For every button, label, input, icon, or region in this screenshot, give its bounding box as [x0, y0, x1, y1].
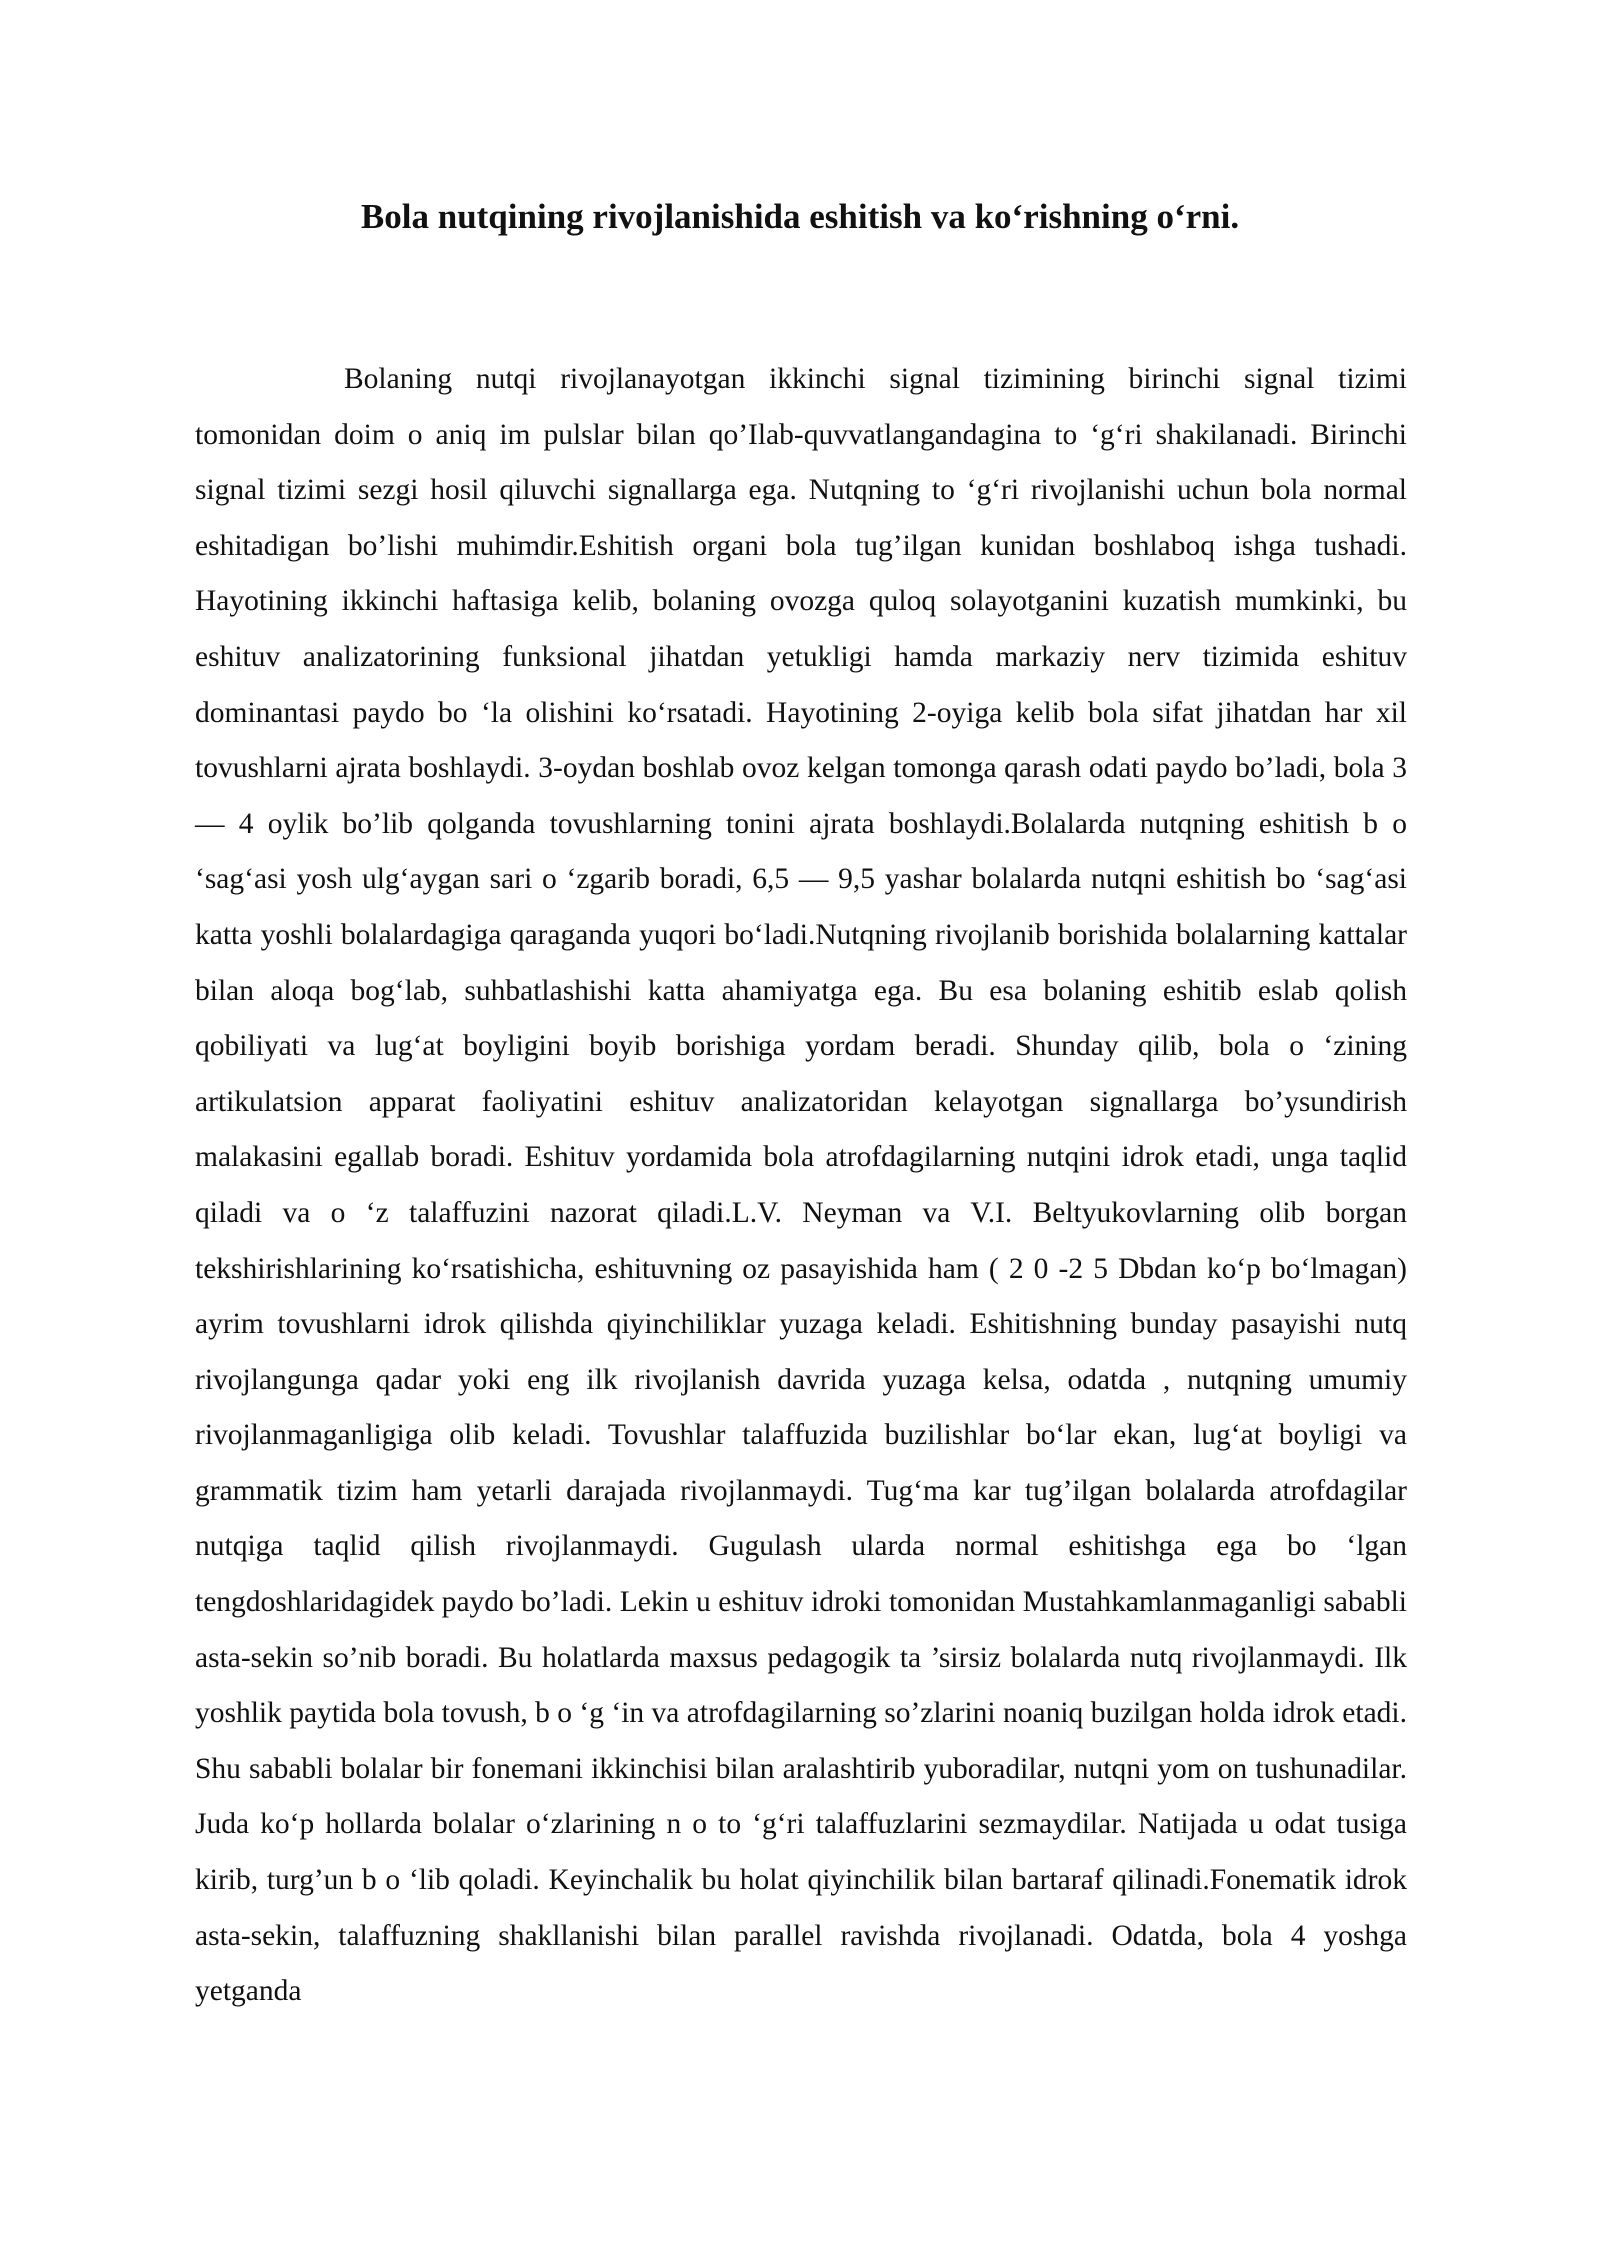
document-title: Bola nutqining rivojlanishida eshitish va ko‘rishning o‘rni.: [360, 197, 1240, 236]
body-paragraph: Bolaning nutqi rivojlanayotgan ikkinchi signal tizimining birinchi signal tizimi tomonidan doim o aniq im pulslar bilan qo’Ilab-quvvatlangandagina to ‘g‘ri shakilanadi. Birinchi signal tizimi sezgi hosil qiluvchi signallarga ega. Nutqning to ‘g‘ri rivojlanishi uchun bola normal eshitadigan bo’lishi muhimdir.Eshitish organi bola tug’ilgan kunidan boshlaboq ishga tushadi. Hayotining ikkinchi haftasiga kelib, bolaning ovozga quloq solayotganini kuzatish mumkinki, bu eshituv analizatorining funksional jihatdan yetukligi hamda markaziy nerv tizimida eshituv dominantasi paydo bo ‘la olishini ko‘rsatadi. Hayotining 2-oyiga kelib bola sifat jihatdan har xil tovushlarni ajrata boshlaydi. 3-oydan boshlab ovoz kelgan tomonga qarash odati paydo bo’ladi, bola 3 — 4 oylik bo’lib qolganda tovushlarning tonini ajrata boshlaydi.Bolalarda nutqning eshitish b o ‘sag‘asi yosh ulg‘aygan sari o ‘zgarib boradi, 6,5 — 9,5 yashar bolalarda nutqni eshitish bo ‘sag‘asi katta yoshli bolalardagiga qaraganda yuqori bo‘ladi.Nutqning rivojlanib borishida bolalarning kattalar bilan aloqa bog‘lab, suhbatlashishi katta ahamiyatga ega. Bu esa bolaning eshitib eslab qolish qobiliyati va lug‘at boyligini boyib borishiga yordam beradi. Shunday qilib, bola o ‘zining artikulatsion apparat faoliyatini eshituv analizatoridan kelayotgan signallarga bo’ysundirish malakasini egallab boradi. Eshituv yordamida bola atrofdagilarning nutqini idrok etadi, unga taqlid qiladi va o ‘z talaffuzini nazorat qiladi.L.V. Neyman va V.I. Beltyukovlarning olib borgan tekshirishlarining ko‘rsatishicha, eshituvning oz pasayishida ham ( 2 0 -2 5 Dbdan ko‘p bo‘lmagan) ayrim tovushlarni idrok qilishda qiyinchiliklar yuzaga keladi. Eshitishning bunday pasayishi nutq rivojlangunga qadar yoki eng ilk rivojlanish davrida yuzaga kelsa, odatda , nutqning umumiy rivojlanmaganligiga olib keladi. Tovushlar talaffuzida buzilishlar bo‘lar ekan, lug‘at boyligi va grammatik tizim ham yetarli darajada rivojlanmaydi. Tug‘ma kar tug’ilgan bolalarda atrofdagilar nutqiga taqlid qilish rivojlanmaydi. Gugulash ularda normal eshitishga ega bo ‘lgan tengdoshlaridagidek paydo bo’ladi. Lekin u eshituv idroki tomonidan Mustahkamlanmaganligi sababli asta-sekin so’nib boradi. Bu holatlarda maxsus pedagogik ta ’sirsiz bolalarda nutq rivojlanmaydi. Ilk yoshlik paytida bola tovush, b o ‘g ‘in va atrofdagilarning so’zlarini noaniq buzilgan holda idrok etadi. Shu sababli bolalar bir fonemani ikkinchisi bilan aralashtirib yuboradilar, nutqni yom on tushunadilar. Juda ko‘p hollarda bolalar o‘zlarining n o to ‘g‘ri talaffuzlarini sezmaydilar. Natijada u odat tusiga kirib, turg’un b o ‘lib qoladi. Keyinchalik bu holat qiyinchilik bilan bartaraf qilinadi.Fonematik idrok asta-sekin, talaffuzning shakllanishi bilan parallel ravishda rivojlanadi. Odatda, bola 4 yoshga yetganda: [195, 363, 1407, 2008]
